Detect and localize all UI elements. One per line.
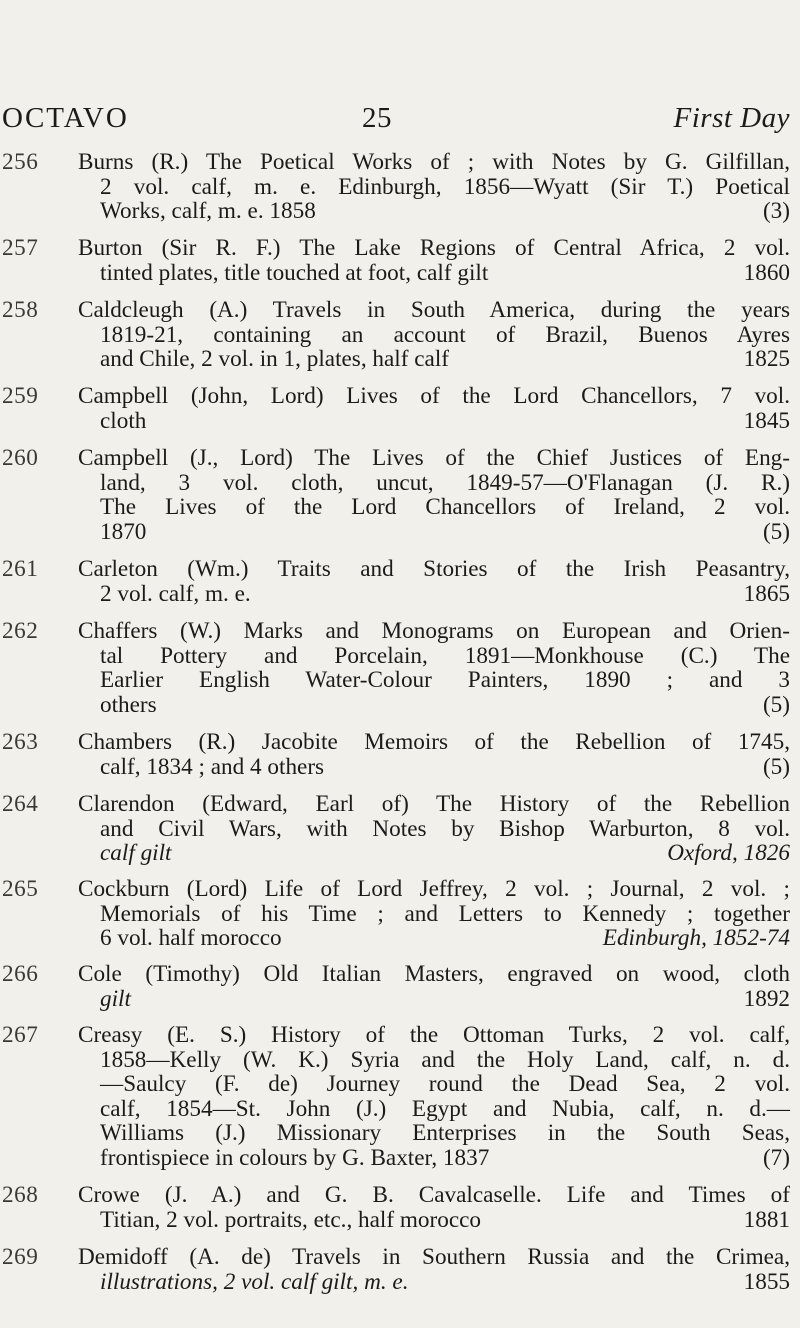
lot-description — [78, 298, 790, 372]
lot-description — [78, 877, 790, 951]
lot-line — [78, 926, 790, 951]
lot-tail: 1845 — [743, 407, 790, 434]
lot-line: Demidoff (A. de) Travels in Southern Russia and the Crimea, — [78, 1244, 790, 1270]
lot-line — [78, 1270, 790, 1295]
lot-tail: 1892 — [743, 985, 790, 1012]
lot-line: 1819-21, containing an account of Brazil, Buenos Ayres — [100, 321, 790, 348]
lot-line — [78, 347, 790, 372]
lot-line — [78, 1146, 790, 1171]
sale-day-heading: First Day — [673, 102, 790, 134]
lot-line — [78, 693, 790, 718]
lot-tail: (3) — [762, 198, 790, 225]
lot-line: 1858—Kelly (W. K.) Syria and the Holy Land, calf, n. d. — [100, 1046, 790, 1073]
lot-line: Williams (J.) Missionary Enterprises in the South Seas, — [100, 1120, 790, 1147]
lot-line-text: and Chile, 2 vol. in 1, plates, half calf — [100, 346, 450, 373]
lot-line — [78, 520, 790, 545]
lot-line: The Lives of the Lord Chancellors of Ireland, 2 vol. — [100, 494, 790, 521]
lot-line — [78, 987, 790, 1012]
lot-line — [78, 582, 790, 607]
lot-line: —Saulcy (F. de) Journey round the Dead Sea, 2 vol. — [100, 1071, 790, 1098]
lot-line: Clarendon (Edward, Earl of) The History of the Rebellion — [78, 791, 790, 817]
lot-line-text: tinted plates, title touched at foot, calf gilt — [100, 259, 489, 286]
lot-tail: 1860 — [743, 259, 790, 286]
lot-line — [78, 261, 790, 286]
running-head — [2, 102, 790, 138]
lot-description — [78, 1023, 790, 1171]
lot-tail: 1881 — [743, 1206, 790, 1233]
lot-line: Earlier English Water-Colour Painters, 1890 ; and 3 — [100, 667, 790, 694]
lot-line — [78, 841, 790, 866]
lot-line: Chambers (R.) Jacobite Memoirs of the Rebellion of 1745, — [78, 729, 790, 755]
lot-line: Crowe (J. A.) and G. B. Cavalcaselle. Life and Times of — [78, 1182, 790, 1208]
lot-number: 263 — [2, 729, 39, 755]
lot-number: 261 — [2, 556, 39, 582]
lot-number: 256 — [2, 149, 39, 175]
lot-description — [78, 1245, 790, 1294]
lot-line — [78, 1208, 790, 1233]
lot-tail: 1855 — [743, 1268, 790, 1295]
lot-line: Campbell (J., Lord) The Lives of the Chief Justices of Eng- — [78, 445, 790, 471]
lot-line-text: frontispiece in colours by G. Baxter, 1837 — [100, 1144, 490, 1171]
lot-tail: (7) — [762, 1144, 790, 1171]
page-number: 25 — [362, 102, 392, 134]
lot-line: calf, 1854—St. John (J.) Egypt and Nubia, calf, n. d.— — [100, 1095, 790, 1122]
lot-tail: Edinburgh, 1852-74 — [602, 925, 790, 952]
lot-number: 265 — [2, 876, 39, 902]
lot-description — [78, 1183, 790, 1232]
lot-line-text: illustrations, 2 vol. calf gilt, m. e. — [100, 1268, 409, 1295]
lot-line: tal Pottery and Porcelain, 1891—Monkhouse (C.) The — [100, 642, 790, 669]
lot-description — [78, 446, 790, 544]
lot-tail: 1865 — [743, 580, 790, 607]
lot-description — [78, 384, 790, 433]
format-heading: OCTAVO — [2, 102, 129, 134]
lot-line — [78, 199, 790, 224]
lot-description — [78, 792, 790, 866]
lot-line — [78, 409, 790, 434]
lot-tail: (5) — [762, 691, 790, 718]
lot-description — [78, 619, 790, 717]
lot-number: 259 — [2, 383, 39, 409]
lot-line-text: cloth — [100, 407, 147, 434]
lot-line: Burns (R.) The Poetical Works of ; with Notes by G. Gilfillan, — [78, 149, 790, 175]
lot-line: Chaffers (W.) Marks and Monograms on European and Orien- — [78, 618, 790, 644]
lot-number: 264 — [2, 791, 39, 817]
lot-description — [78, 962, 790, 1011]
lot-line: Campbell (John, Lord) Lives of the Lord Chancellors, 7 vol. — [78, 383, 790, 409]
lot-line-text: gilt — [100, 985, 131, 1012]
lot-line: Creasy (E. S.) History of the Ottoman Turks, 2 vol. calf, — [78, 1022, 790, 1048]
lot-description — [78, 236, 790, 285]
lot-tail: (5) — [762, 518, 790, 545]
lot-line-text: Titian, 2 vol. portraits, etc., half morocco — [100, 1206, 482, 1233]
lot-tail: (5) — [762, 753, 790, 780]
lot-number: 257 — [2, 235, 39, 261]
lot-line: Carleton (Wm.) Traits and Stories of the Irish Peasantry, — [78, 556, 790, 582]
lot-description — [78, 150, 790, 224]
lot-number: 267 — [2, 1022, 39, 1048]
lot-tail: Oxford, 1826 — [667, 840, 790, 867]
lot-tail: 1825 — [743, 346, 790, 373]
lot-number: 260 — [2, 445, 39, 471]
lot-line-text: Works, calf, m. e. 1858 — [100, 198, 316, 225]
lot-line-text: calf gilt — [100, 840, 172, 867]
lot-line — [78, 755, 790, 780]
lot-line: Memorials of his Time ; and Letters to Kennedy ; together — [100, 900, 790, 927]
lot-line: land, 3 vol. cloth, uncut, 1849-57—O'Flanagan (J. R.) — [100, 469, 790, 496]
lot-line: Burton (Sir R. F.) The Lake Regions of Central Africa, 2 vol. — [78, 235, 790, 261]
lot-line: and Civil Wars, with Notes by Bishop Warburton, 8 vol. — [100, 815, 790, 842]
lot-line: Caldcleugh (A.) Travels in South America, during the years — [78, 297, 790, 323]
lot-line-text: 1870 — [100, 518, 147, 545]
lot-line-text: 6 vol. half morocco — [100, 925, 282, 952]
lot-number: 269 — [2, 1244, 39, 1270]
lot-line-text: others — [100, 691, 157, 718]
lot-line: Cockburn (Lord) Life of Lord Jeffrey, 2 vol. ; Journal, 2 vol. ; — [78, 876, 790, 902]
lot-description — [78, 557, 790, 606]
lot-description — [78, 730, 790, 779]
lot-line: 2 vol. calf, m. e. Edinburgh, 1856—Wyatt (Sir T.) Poetical — [100, 173, 790, 200]
lot-number: 266 — [2, 961, 39, 987]
lot-number: 258 — [2, 297, 39, 323]
lot-line: Cole (Timothy) Old Italian Masters, engraved on wood, cloth — [78, 961, 790, 987]
lot-number: 262 — [2, 618, 39, 644]
lot-number: 268 — [2, 1182, 39, 1208]
lot-line-text: 2 vol. calf, m. e. — [100, 580, 251, 607]
lot-line-text: calf, 1834 ; and 4 others — [100, 753, 325, 780]
